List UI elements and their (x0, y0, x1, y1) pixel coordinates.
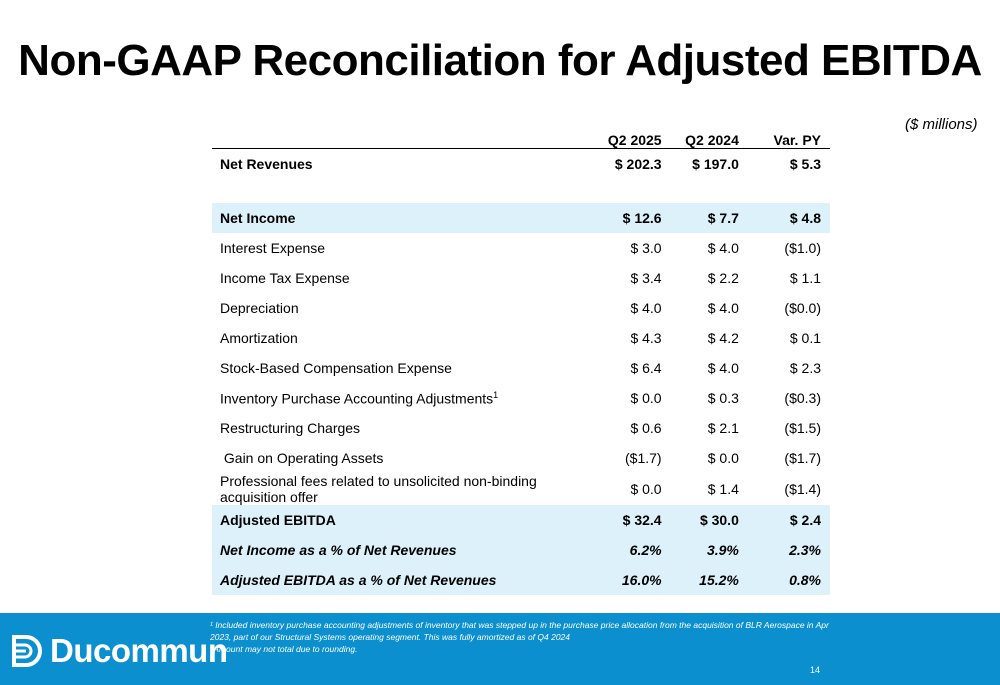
cell-q2-2024: $ 1.4 (707, 481, 739, 497)
cell-q2-2024: $ 197.0 (692, 156, 739, 172)
cell-var-py: ($0.3) (784, 390, 821, 406)
row-label: Depreciation (220, 300, 299, 316)
cell-var-py: ($1.4) (784, 481, 821, 497)
cell-q2-2025: $ 202.3 (614, 156, 662, 172)
row-net-income-pct (212, 535, 830, 565)
cell-var-py: $ 4.8 (745, 203, 830, 233)
cell-q2-2024: $ 2.1 (707, 420, 739, 436)
row-gain-on-operating-assets (212, 443, 830, 473)
row-label: Net Revenues (220, 156, 313, 172)
header-label-col (212, 120, 587, 149)
cell-var-py: ($1.7) (784, 450, 821, 466)
row-net-income (212, 203, 830, 233)
row-professional-fees (212, 473, 830, 505)
cell-q2-2024: $ 30.0 (668, 505, 745, 535)
footer-bar (0, 613, 1000, 685)
row-net-revenues (212, 149, 830, 180)
row-restructuring-charges (212, 413, 830, 443)
row-label: Net Income (212, 203, 587, 233)
cell-var-py: ($1.5) (784, 420, 821, 436)
cell-q2-2025: $ 32.4 (587, 505, 667, 535)
footnote-marker: 1 (493, 389, 499, 400)
row-interest-expense (212, 233, 830, 263)
header-var-py: Var. PY (745, 120, 830, 149)
cell-q2-2025: 6.2% (587, 535, 667, 565)
row-label: Interest Expense (220, 240, 326, 256)
header-q2-2024: Q2 2024 (668, 120, 745, 149)
cell-q2-2025: $ 4.3 (630, 330, 662, 346)
row-label: Adjusted EBITDA (212, 505, 587, 535)
cell-q2-2024: $ 2.2 (707, 270, 739, 286)
units-note: ($ millions) (905, 116, 978, 133)
row-label: Amortization (220, 330, 298, 346)
cell-var-py: $ 2.4 (745, 505, 830, 535)
cell-q2-2024: $ 7.7 (668, 203, 745, 233)
cell-q2-2024: 15.2% (668, 565, 745, 595)
row-inventory-purchase-accounting (212, 383, 830, 413)
table-header-row (212, 120, 830, 149)
row-label: Inventory Purchase Accounting Adjustments (220, 390, 494, 407)
row-label-cell (212, 383, 587, 413)
row-adjusted-ebitda (212, 505, 830, 535)
cell-q2-2024: 3.9% (668, 535, 745, 565)
cell-var-py: 2.3% (745, 535, 830, 565)
row-label: Gain on Operating Assets (220, 450, 384, 466)
row-label: Stock-Based Compensation Expense (220, 360, 452, 376)
row-adjusted-ebitda-pct (212, 565, 830, 595)
cell-var-py: $ 0.1 (789, 330, 821, 346)
ducommun-logo-icon (10, 633, 46, 669)
cell-var-py: $ 1.1 (789, 270, 821, 286)
page-number: 14 (809, 665, 820, 675)
cell-q2-2025: ($1.7) (625, 450, 662, 466)
row-label: Adjusted EBITDA as a % of Net Revenues (212, 565, 587, 595)
row-amortization (212, 323, 830, 353)
page-title: Non-GAAP Reconciliation for Adjusted EBITDA (18, 36, 982, 85)
row-label: Professional fees related to unsolicited non-binding acquisition offer (220, 473, 537, 505)
cell-q2-2025: $ 12.6 (587, 203, 667, 233)
cell-var-py: $ 2.3 (789, 360, 821, 376)
cell-q2-2024: $ 0.0 (707, 450, 739, 466)
cell-q2-2024: $ 4.0 (707, 240, 739, 256)
row-depreciation (212, 293, 830, 323)
cell-var-py: $ 5.3 (789, 156, 821, 172)
footnote-2: *Amount may not total due to rounding. (210, 644, 358, 654)
cell-q2-2025: $ 0.6 (630, 420, 662, 436)
footnote-1: ¹ Included inventory purchase accounting adjustments of inventory that was stepped up in the purchase price allocation from the acquisition of BLR Aerospace in Apr 2023, part of our Structural Systems operating segment. This was fully amortized as of Q4 2024 (210, 620, 829, 642)
cell-q2-2025: 16.0% (587, 565, 667, 595)
cell-q2-2025: $ 0.0 (630, 481, 662, 497)
cell-q2-2024: $ 4.0 (707, 300, 739, 316)
cell-var-py: 0.8% (745, 565, 830, 595)
company-logo (10, 631, 228, 671)
row-label: Net Income as a % of Net Revenues (212, 535, 587, 565)
cell-q2-2025: $ 3.0 (630, 240, 662, 256)
cell-q2-2025: $ 0.0 (630, 390, 662, 406)
cell-q2-2025: $ 3.4 (630, 270, 662, 286)
cell-var-py: ($0.0) (784, 300, 821, 316)
footnotes (210, 619, 830, 655)
cell-q2-2025: $ 6.4 (630, 360, 662, 376)
cell-var-py: ($1.0) (784, 240, 821, 256)
row-label: Income Tax Expense (220, 270, 350, 286)
cell-q2-2024: $ 4.0 (707, 360, 739, 376)
header-q2-2025: Q2 2025 (587, 120, 667, 149)
cell-q2-2024: $ 0.3 (707, 390, 739, 406)
reconciliation-table (212, 120, 830, 595)
row-stock-based-compensation (212, 353, 830, 383)
row-label: Restructuring Charges (220, 420, 361, 436)
spacer-row (212, 179, 830, 203)
brand-name: Ducommun (50, 632, 228, 669)
cell-q2-2025: $ 4.0 (630, 300, 662, 316)
cell-q2-2024: $ 4.2 (707, 330, 739, 346)
row-income-tax-expense (212, 263, 830, 293)
